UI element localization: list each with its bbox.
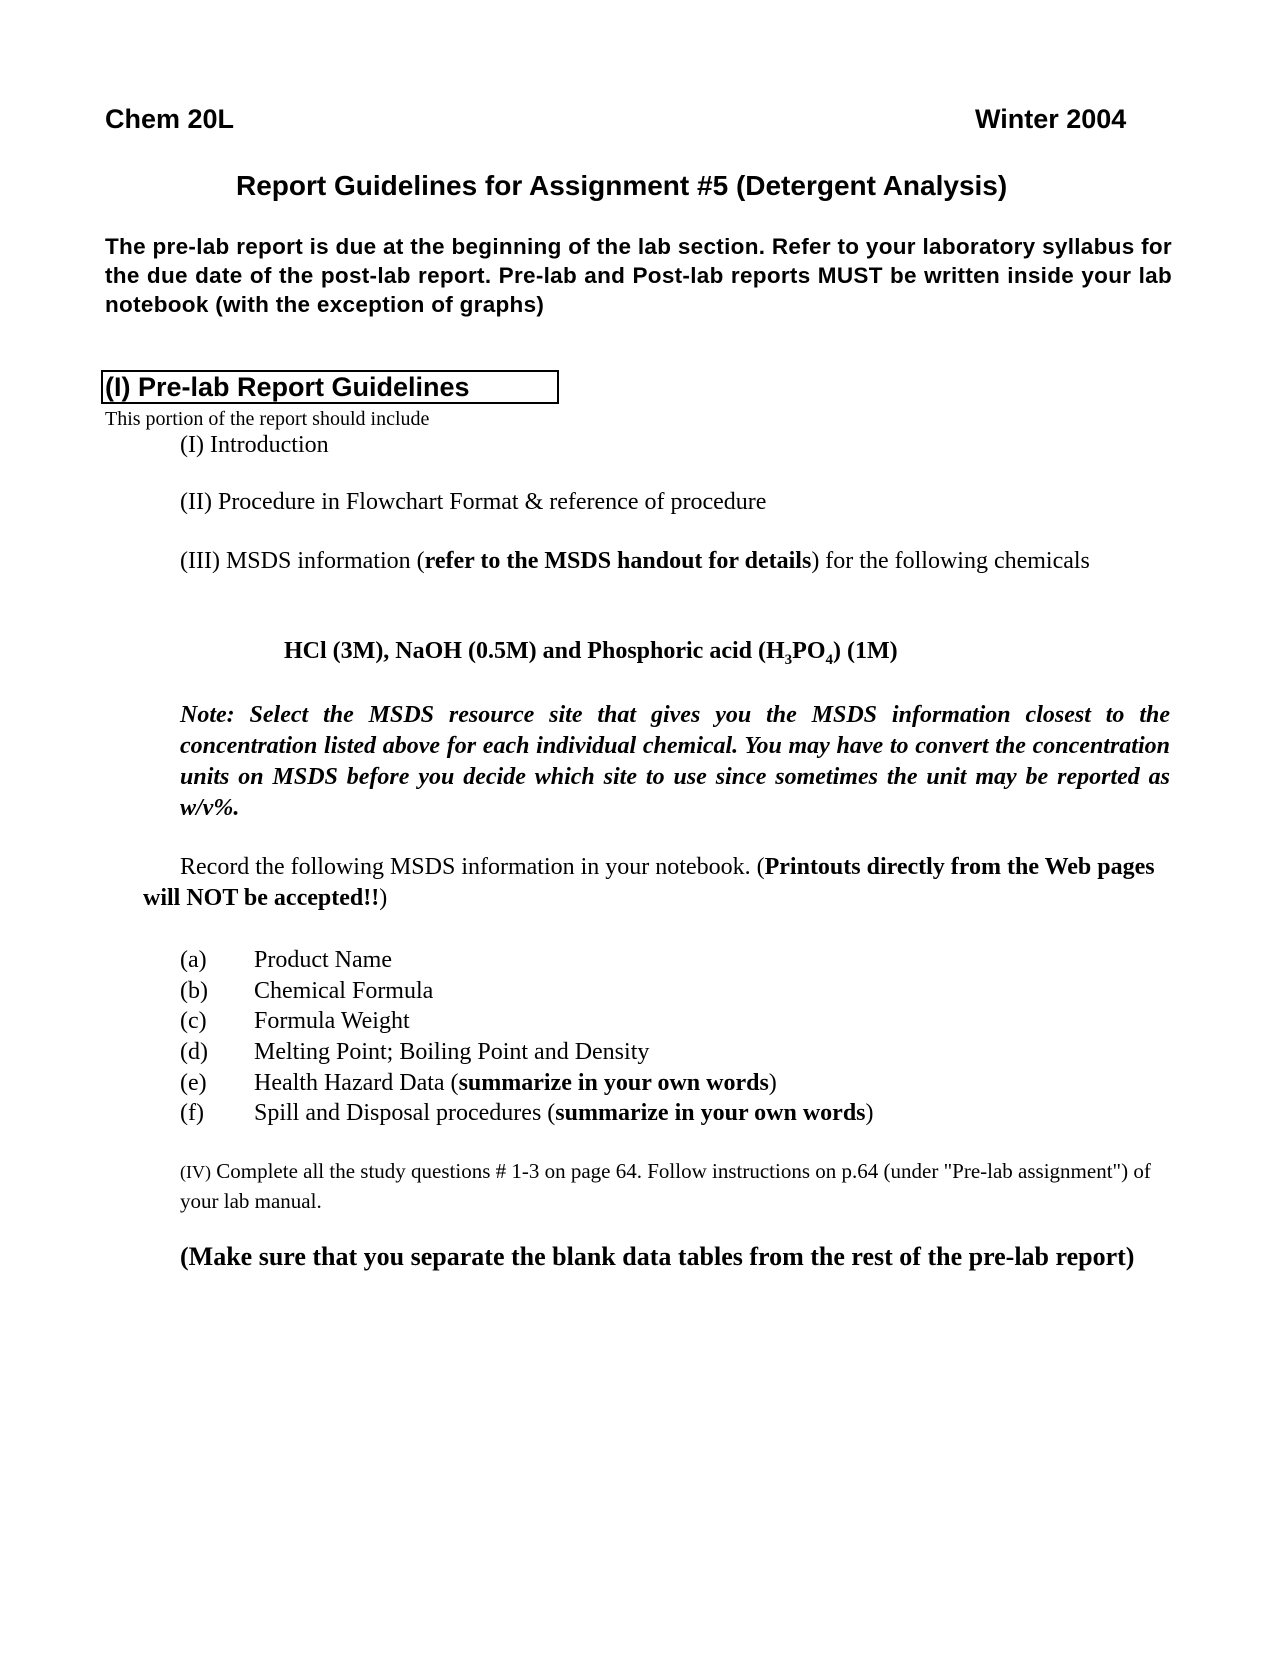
list-letter: (e) [180,1070,207,1096]
list-letter: (c) [180,1008,207,1034]
final-note: (Make sure that you separate the blank data tables from the rest of the pre-lab report) [180,1242,1135,1271]
term-label: Winter 2004 [975,104,1127,134]
list-letter: (f) [180,1100,204,1126]
list-letter: (a) [180,947,207,973]
list-item [180,1070,777,1097]
section-intro: This portion of the report should include [105,408,430,430]
item-introduction: (I) Introduction [180,432,329,458]
intro-paragraph: The pre-lab report is due at the beginning of the lab section. Refer to your laboratory syllabus for the due date of the post-lab report. Pre-lab and Post-lab reports MUST be written inside your lab notebook (with the exception of graphs) [105,234,1172,317]
item-msds-bold: refer to the MSDS handout for details [424,548,812,574]
chemical-text: PO [792,638,826,664]
item-numeral: (IV) [180,1162,211,1182]
list-text: Health Hazard Data ( [254,1070,459,1096]
item-msds [180,546,1120,577]
msds-note: Note: Select the MSDS resource site that gives you the MSDS information closest to the concentration listed above for each individual chemical. You may have to convert the concentration units on MSDS before you decide which site to use since sometimes the unit may be reported as w/v%. [180,702,1170,821]
list-text: Chemical Formula [254,978,434,1004]
section-heading: (I) Pre-lab Report Guidelines [105,372,470,402]
list-item [180,978,433,1005]
subscript: 4 [825,651,833,668]
item-study-text: Complete all the study questions # 1-3 on page 64. Follow instructions on p.64 (under "Pre-lab assignment") of your lab manual. [180,1159,1151,1213]
item-procedure: (II) Procedure in Flowchart Format & reference of procedure [180,489,767,515]
list-letter: (d) [180,1039,208,1065]
record-instructions [143,852,1173,914]
item-msds-text: (III) MSDS information ( [180,548,425,574]
list-letter: (b) [180,978,208,1004]
list-item [180,947,392,974]
list-text: Formula Weight [254,1008,410,1034]
subscript: 3 [784,651,793,668]
record-close: ) [379,885,388,911]
list-item [180,1100,874,1127]
record-text: Record the following MSDS information in your notebook. ( [180,854,765,880]
list-text: Melting Point; Boiling Point and Density [254,1039,650,1065]
list-text: Product Name [254,947,392,973]
chemical-text: HCl (3M), NaOH (0.5M) and Phosphoric acid (H [284,638,785,664]
list-close: ) [865,1100,874,1126]
page-title: Report Guidelines for Assignment #5 (Detergent Analysis) [236,170,1008,201]
list-item [180,1039,649,1066]
record-warning: Printouts directly from the Web pages will NOT be accepted!! [143,854,1155,911]
chemical-text: ) (1M) [832,638,898,664]
course-name: Chem 20L [105,104,235,134]
list-emphasis: summarize in your own words [458,1070,769,1096]
item-study-questions [180,1157,1170,1216]
item-msds-text-end: ) for the following chemicals [811,548,1090,574]
section-heading-box [101,370,559,404]
chemical-list [284,638,898,669]
list-item [180,1008,410,1035]
list-emphasis: summarize in your own words [555,1100,866,1126]
list-text: Spill and Disposal procedures ( [254,1100,556,1126]
list-close: ) [768,1070,777,1096]
